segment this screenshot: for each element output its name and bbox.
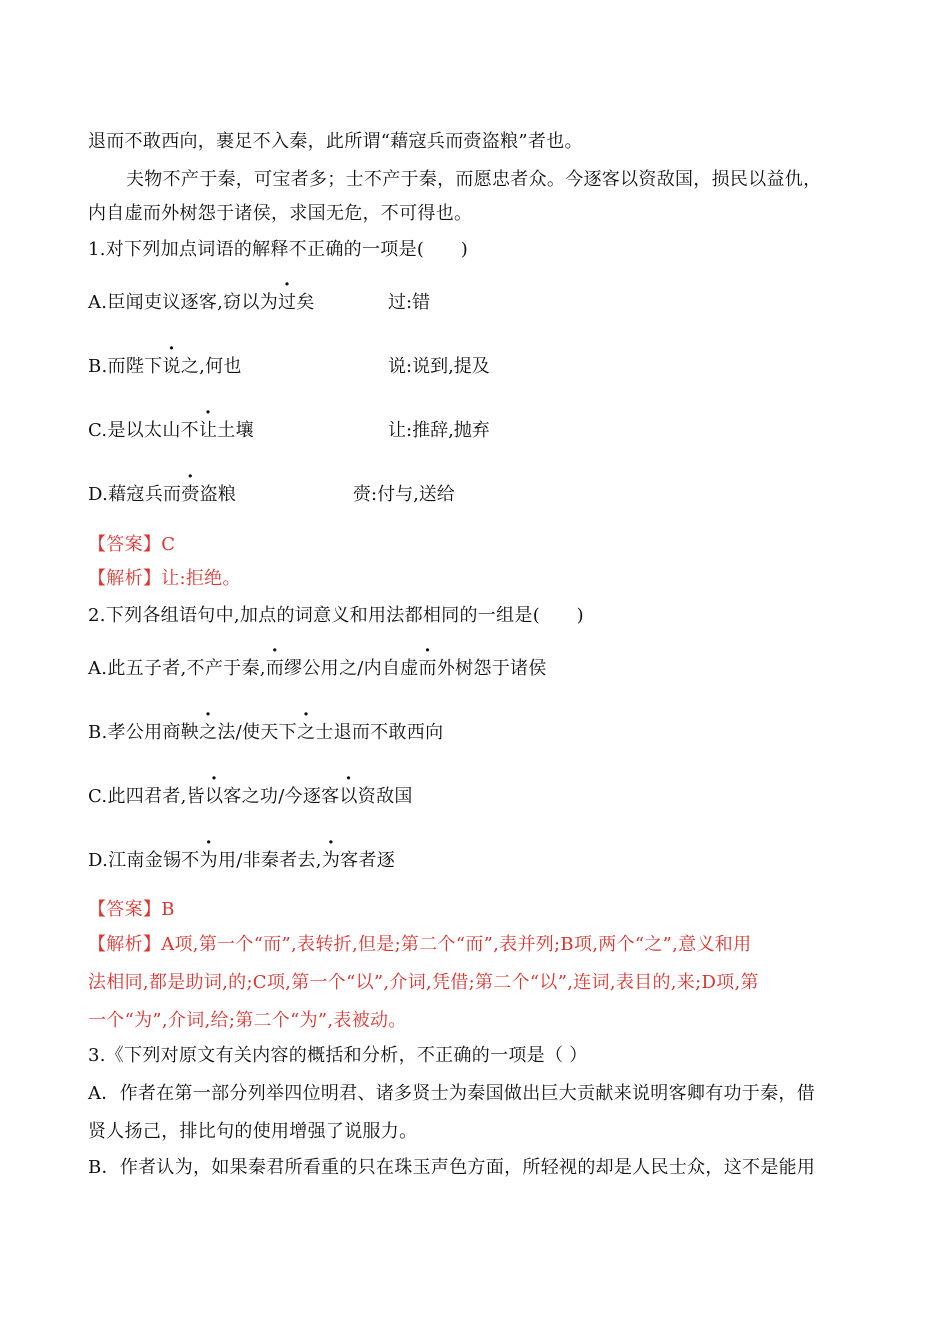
q1-option-c-text-end: 土壤	[217, 420, 254, 441]
dotted-word: 之	[296, 722, 316, 743]
q2-option-b-part2: 法/使天下	[217, 722, 297, 743]
q2-option-b-part1: B.孝公用商鞅	[88, 722, 200, 743]
q1-option-a-text-end: 矣	[296, 292, 315, 313]
q1-option-a	[88, 290, 315, 316]
q2-option-b	[88, 720, 443, 746]
q2-option-c-part1: C.此四君者,皆	[88, 786, 205, 807]
analysis-tag: 【解析】	[88, 934, 162, 955]
q1-option-b-text: B.而陛下	[88, 356, 163, 377]
q2-option-a-part1: A.此五子者,不产于秦,	[88, 658, 266, 679]
q1-answer	[88, 532, 175, 558]
passage-line-1: 退而不敢西向，裹足不入秦，此所谓“藉寇兵而赍盗粮”者也。	[88, 131, 583, 152]
answer-value: C	[161, 534, 176, 555]
dotted-word: 为	[321, 850, 341, 871]
dotted-word: 之	[199, 722, 218, 743]
q3-stem: 3.《下列对原文有关内容的概括和分析，不正确的一项是（ ）	[88, 1045, 588, 1066]
q2-option-c	[88, 784, 413, 810]
q1-option-d-explanation: 赍:付与,送给	[353, 484, 455, 505]
q2-option-d-part2: 用/非秦者去,	[217, 850, 322, 871]
dotted-word: 赍	[181, 484, 200, 505]
q3-option-a-line-1: A．作者在第一部分列举四位明君、诸多贤士为秦国做出巨大贡献来说明客卿有功于秦，借	[88, 1083, 815, 1104]
q2-option-d-part1: D.江南金锡不	[88, 850, 200, 871]
dotted-word: 而	[265, 658, 285, 679]
q1-option-b	[88, 354, 242, 380]
q1-option-c-explanation: 让:推辞,抛弃	[388, 420, 490, 441]
q1-option-d	[88, 482, 236, 508]
q2-option-d	[88, 848, 395, 874]
q2-option-d-part3: 客者逐	[340, 850, 396, 871]
q1-stem: 1.对下列加点词语的解释不正确的一项是( )	[88, 239, 469, 260]
dotted-word: 以	[339, 786, 358, 807]
analysis-tag: 【解析】	[88, 568, 162, 589]
dotted-word: 让	[198, 420, 218, 441]
q1-option-d-text-end: 盗粮	[199, 484, 237, 505]
q2-stem: 2.下列各组语句中,加点的词意义和用法都相同的一组是( )	[88, 605, 584, 626]
q2-analysis-line-1	[88, 932, 751, 958]
q2-option-a-part2: 缪公用之/内自虚	[284, 658, 419, 679]
q1-option-c	[88, 418, 254, 444]
q2-answer	[88, 897, 175, 923]
q1-option-c-text: C.是以太山不	[88, 420, 199, 441]
q1-analysis	[88, 566, 241, 592]
dotted-word: 以	[204, 786, 224, 807]
q1-option-a-text: A.臣闻吏议逐客,窃以为	[88, 292, 279, 313]
q2-option-a-part3: 外树怨于诸侯	[436, 658, 547, 679]
q1-option-d-text: D.藉寇兵而	[88, 484, 182, 505]
q1-option-b-explanation: 说:说到,提及	[388, 356, 490, 377]
q2-option-a	[88, 656, 547, 682]
q3-option-b-line-1: B．作者认为，如果秦君所看重的只在珠玉声色方面，所轻视的却是人民士众，这不是能用	[88, 1157, 816, 1178]
answer-value: B	[161, 899, 175, 920]
answer-tag: 【答案】	[88, 534, 162, 555]
dotted-word: 为	[199, 850, 218, 871]
dotted-word: 说	[162, 356, 181, 377]
answer-tag: 【答案】	[88, 899, 162, 920]
q1-option-a-explanation: 过:错	[388, 292, 431, 313]
dotted-word: 而	[418, 658, 437, 679]
analysis-text: A项,第一个“而”,表转折,但是;第二个“而”,表并列;B项,两个“之”,意义和用	[161, 934, 752, 955]
dotted-word: 过	[278, 292, 297, 313]
q2-option-c-part2: 客之功/今逐客	[223, 786, 340, 807]
q2-analysis-line-3: 一个“为”,介词,给;第二个“为”,表被动。	[88, 1010, 407, 1031]
q2-option-c-part3: 资敌国	[357, 786, 413, 807]
analysis-text: 让:拒绝。	[161, 568, 241, 589]
passage-line-3: 内自虚而外树怨于诸侯，求国无危，不可得也。	[88, 203, 473, 224]
q1-option-b-text-end: 之,何也	[180, 356, 242, 377]
q2-option-b-part3: 士退而不敢西向	[315, 722, 444, 743]
q3-option-a-line-2: 贤人扬己，排比句的使用增强了说服力。	[88, 1121, 418, 1142]
passage-line-2: 夫物不产于秦，可宝者多；士不产于秦，而愿忠者众。今逐客以资敌国，损民以益仇，	[126, 169, 822, 190]
q2-analysis-line-2: 法相同,都是助词,的;C项,第一个“以”,介词,凭借;第二个“以”,连词,表目的,来;D项,第	[88, 972, 759, 993]
